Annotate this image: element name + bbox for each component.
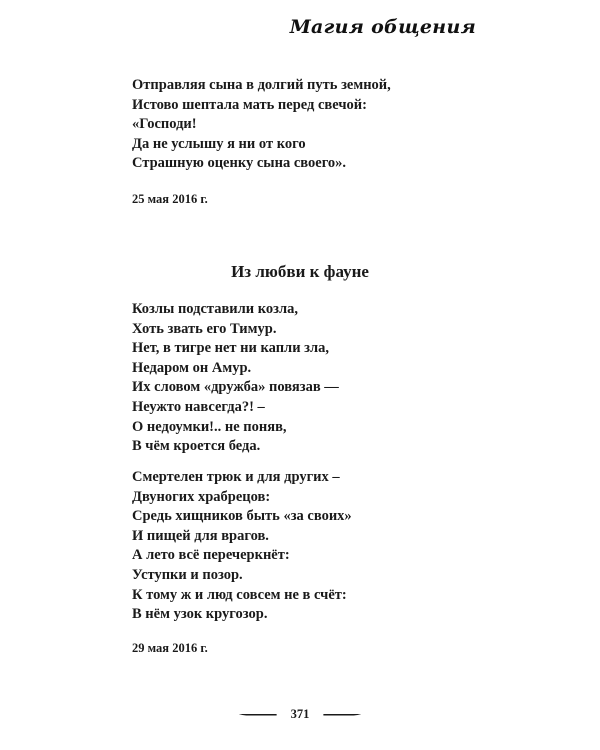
footer-ornament-right [323, 714, 361, 716]
running-head: Магия общения [289, 16, 476, 38]
poem-1-stanza [132, 76, 391, 174]
poem-line: Истово шептала мать перед свечой: [132, 96, 367, 113]
poem-2-stanza-1 [132, 300, 339, 457]
poem-line: Двуногих храбрецов: [132, 488, 271, 505]
poem-line: Их словом «дружба» повязав — [132, 379, 339, 396]
poem-line: К тому ж и люд совсем не в счёт: [132, 586, 347, 603]
poem-line: А лето всё перечеркнёт: [132, 547, 290, 564]
poem-line: Неужто навсегда?! – [132, 398, 265, 415]
poem-line: Средь хищников быть «за своих» [132, 508, 352, 525]
poem-line: «Господи! [132, 116, 197, 133]
poem-line: Уступки и позор. [132, 566, 243, 583]
poem-line: Недаром он Амур. [132, 359, 252, 376]
poem-line: Нет, в тигре нет ни капли зла, [132, 340, 330, 357]
poem-1-date: 25 мая 2016 г. [132, 192, 208, 206]
poem-line: Смертелен трюк и для других – [132, 469, 340, 485]
poem-line: В нём узок кругозор. [132, 606, 268, 623]
poem-line: И пищей для врагов. [132, 527, 269, 544]
poem-line: Отправляя сына в долгий путь земной, [132, 77, 391, 93]
poem-2-date: 29 мая 2016 г. [132, 641, 208, 655]
footer-ornament-left [239, 714, 277, 716]
page-footer [0, 707, 600, 722]
page-number: 371 [290, 707, 310, 721]
poem-line: Хоть звать его Тимур. [132, 320, 277, 337]
poem-line: О недоумки!.. не поняв, [132, 418, 287, 435]
poem-line: Да не услышу я ни от кого [132, 135, 306, 152]
poem-line: Страшную оценку сына своего». [132, 155, 347, 172]
poem-line: Козлы подставили козла, [132, 301, 299, 317]
poem-2-title: Из любви к фауне [231, 262, 369, 281]
poem-line: В чём кроется беда. [132, 438, 261, 455]
poem-2-stanza-2 [132, 468, 352, 625]
